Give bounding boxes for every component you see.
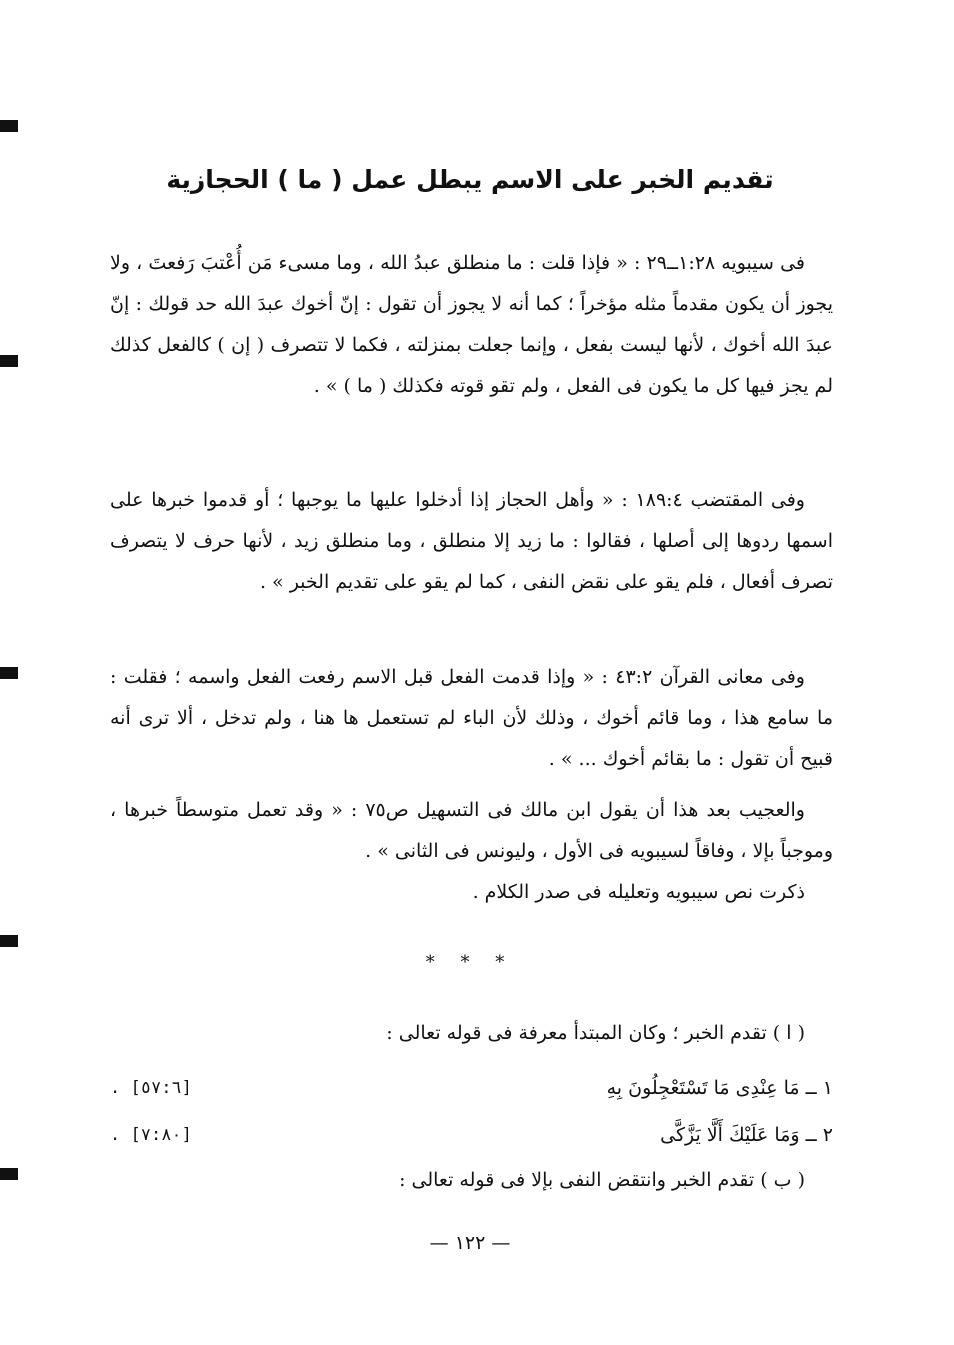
page-title: تقديم الخبر على الاسم يبطل عمل ( ما ) الحجازية [166,165,774,194]
section-text: ( ب ) تقدم الخبر وانتقض النفى بإلا فى قوله تعالى : [399,1169,805,1191]
scan-edge-mark [0,667,18,679]
paragraph-text: والعجيب بعد هذا أن يقول ابن مالك فى التسهيل ص٧٥ : « وقد تعمل متوسطاً خبرها ، وموجباً بإلا ، وفاقاً لسيبويه فى الأول ، وليونس فى الثانى » . [110,799,833,862]
verse-reference: . [٧:٨٠] [110,1125,192,1145]
scan-edge-mark [0,355,18,367]
scan-edge-mark [0,120,18,132]
section-b-heading [110,1160,833,1201]
paragraph-tashil [110,790,833,913]
section-a-heading [110,1013,833,1054]
scan-edge-mark [0,935,18,947]
paragraph-text: فى سيبويه ١:٢٨ــ٢٩ : « فإذا قلت : ما منطلق عبدُ الله ، وما مسىء مَن أُعْتبَ رَفعتَ ، ولا يجوز أن يكون مقدماً مثله مؤخراً ؛ كما أنه لا يجوز أن تقول : إنّ أخوك عبدَ الله حد قولك : إنّ عبدَ الله أخوك ، لأنها ليست بفعل ، وإنما جعلت بمنزلته ، فكما لا تتصرف ( إن ) كالفعل كذلك لم يجز فيها كل ما يكون فى الفعل ، ولم تقو قوته فكذلك ( ما ) » . [110,252,833,397]
paragraph-text: وفى معانى القرآن ٤٣:٢ : « وإذا قدمت الفعل قبل الاسم رفعت الفعل واسمه ؛ فقلت : ما سامع هذا ، وما قائم أخوك ، وذلك لأن الباء لم تستعمل ها هنا ، ولم تدخل ، ألا ترى أنه قبيح أن تقول : ما بقائم أخوك ... » . [110,666,833,770]
paragraph-muqtadab [110,480,833,603]
verse-row [110,1068,833,1108]
verse-text: ١ ــ مَا عِنْدِى مَا تَسْتَعْجِلُونَ بِهِ [606,1077,833,1099]
verse-reference: . [٥٧:٦] [110,1078,192,1098]
section-text: ( ا ) تقدم الخبر ؛ وكان المبتدأ معرفة فى قوله تعالى : [386,1022,805,1044]
section-separator: * * * [425,952,515,973]
scan-edge-mark [0,1168,18,1180]
verse-row [110,1115,833,1155]
paragraph-text: ذكرت نص سيبويه وتعليله فى صدر الكلام . [472,881,805,903]
paragraph-maani [110,657,833,780]
paragraph-text: وفى المقتضب ١٨٩:٤ : « وأهل الحجاز إذا أدخلوا عليها ما يوجبها ؛ أو قدموا خبرها على اسمها ردوها إلى أصلها ، فقالوا : ما زيد إلا منطلق ، وما منطلق زيد ، لأنها حرف لا يتصرف تصرف أفعال ، فلم يقو على نقض النفى ، كما لم يقو على تقديم الخبر » . [110,489,833,593]
paragraph-sibawayh [110,243,833,407]
page-number: — ١٢٢ — [429,1232,511,1254]
verse-text: ٢ ــ وَمَا عَلَيْكَ أَلَّا يَزَّكَّى [660,1124,833,1146]
